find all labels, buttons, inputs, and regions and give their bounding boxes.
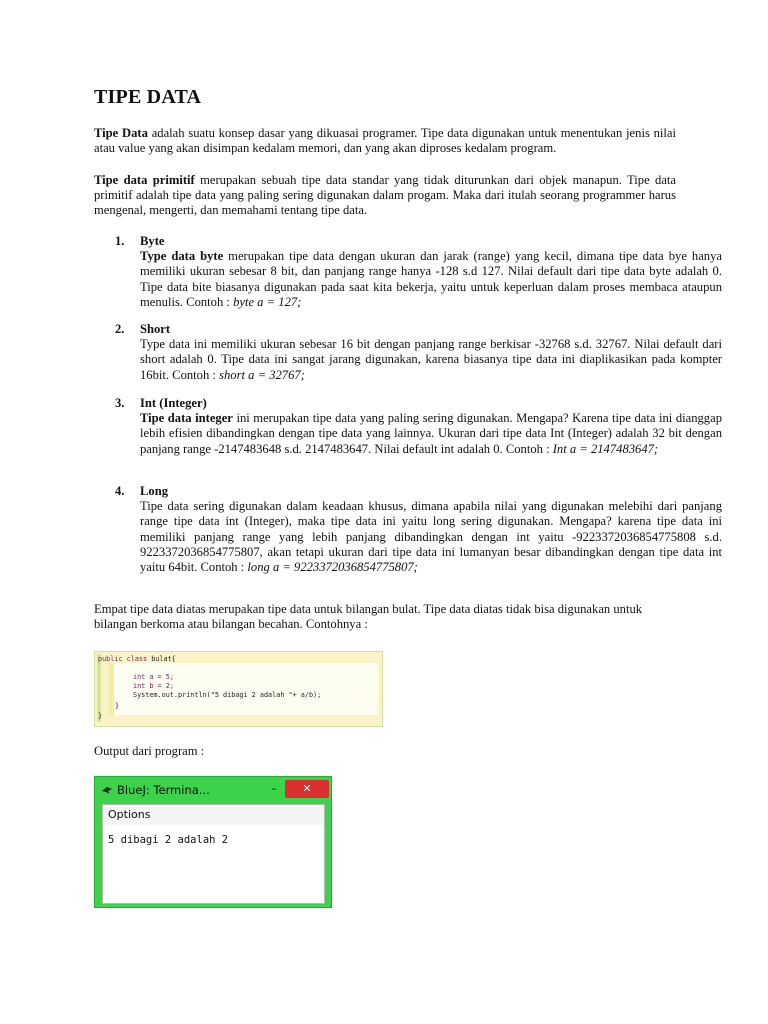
list-item-heading: Byte (140, 234, 165, 248)
options-menu[interactable]: Options (108, 808, 151, 821)
bluej-bird-icon (101, 785, 113, 795)
list-item-body: merupakan tipe data dengan ukuran dan jarak (range) yang kecil, dimana tipe data bye hanya memiliki ukuran sebesar 8 bit, dan panjang range hanya -128 s.d 127. Nilai default dari tipe data byte adalah 0. Tipe data bite biasanya digunakan pada saat kita bekerja, yaitu untuk keperluan dalam proses membaca ataupun menulis. Contoh : (140, 249, 722, 309)
list-item-heading: Long (140, 484, 168, 498)
list-item-example: long a = 9223372036854775807; (247, 560, 418, 575)
list-number: 2. (115, 322, 125, 336)
list-number: 4. (115, 484, 125, 498)
list-item-byte (94, 234, 722, 310)
list-item-text (140, 249, 722, 310)
list-item-body: ini merupakan tipe data yang paling sering digunakan. Mengapa? Karena tipe data ini dianggap lebih efisien dibandingkan dengan tipe data yang lainnya. Ukuran dari tipe data Int (Integer) adalah 32 bit dengan panjang range -2147483648 s.d. 2147483647. Nilai default int adalah 0. Contoh : (140, 411, 722, 456)
code-line: int a = 5; (133, 673, 174, 681)
intro-lead: Tipe Data (94, 126, 148, 140)
list-item-text (140, 499, 722, 575)
list-item-lead: Tipe data integer (140, 411, 233, 426)
list-item-example: Int a = 2147483647; (552, 441, 659, 456)
intro-paragraph (94, 126, 676, 156)
code-keyword: public class (98, 655, 148, 663)
terminal-menubar (102, 804, 325, 826)
terminal-output-text: 5 dibagi 2 adalah 2 (108, 834, 229, 846)
list-item-lead: Type data byte (140, 249, 224, 264)
output-label: Output dari program : (94, 744, 205, 758)
page-title: TIPE DATA (94, 86, 202, 108)
code-line: } (115, 702, 120, 710)
terminal-title: BlueJ: Termina... (117, 783, 210, 797)
list-item-long (94, 484, 722, 575)
primitive-paragraph (94, 173, 676, 219)
list-item-body: Type data ini memiliki ukuran sebesar 16 bit dengan panjang range berkisar -32768 s.d. 32767. Nilai default dari short adalah 0. Tipe data ini sangat jarang digunakan, karena biasanya tipe data ini diaplikasikan pada kompter 16bit. Contoh : (140, 337, 722, 382)
terminal-window (94, 776, 332, 908)
list-item-int (94, 396, 722, 457)
code-screenshot (94, 651, 383, 727)
list-item-short (94, 322, 722, 383)
list-item-example: byte a = 127; (233, 294, 302, 309)
list-item-heading: Short (140, 322, 171, 336)
minimize-button[interactable]: – (271, 782, 277, 795)
close-button[interactable]: ✕ (285, 780, 329, 798)
summary-paragraph: Empat tipe data diatas merupakan tipe data untuk bilangan bulat. Tipe data diatas tidak bisa digunakan untuk bilangan berkoma atau bilangan becahan. Contohnya : (94, 602, 643, 632)
terminal-output[interactable] (102, 825, 325, 904)
list-item-example: short a = 32767; (219, 367, 305, 382)
code-line: int b = 2; (133, 682, 174, 690)
list-item-text (140, 411, 722, 457)
list-item-text (140, 337, 722, 383)
terminal-titlebar[interactable] (95, 777, 331, 803)
code-line: } (98, 712, 103, 720)
list-number: 1. (115, 234, 125, 248)
code-line: System.out.println("5 dibagi 2 adalah "+ a/b); (133, 691, 322, 699)
list-number: 3. (115, 396, 125, 410)
intro-text: adalah suatu konsep dasar yang dikuasai programer. Tipe data digunakan untuk menentukan jenis nilai atau value yang akan disimpan kedalam memori, dan yang akan diproses kedalam program. (94, 126, 676, 156)
list-item-body: Tipe data sering digunakan dalam keadaan khusus, dimana apabila nilai yang digunakan melebihi dari panjang range tipe data int (Integer), maka tipe data ini yaitu long sering digunakan. Mengapa? karena tipe data ini memiliki panjang range yang lebih panjang dibandingkan dengan int yaitu -9223372036854775808 s.d. 9223372036854775807, akan tetapi ukuran dari tipe data ini lumanyan besar dibandingkan dengan tipe data int yaitu 64bit. Contoh : (140, 499, 722, 575)
code-text: bulat{ (147, 655, 176, 663)
primitive-lead: Tipe data primitif (94, 173, 195, 187)
primitive-text: merupakan sebuah tipe data standar yang tidak diturunkan dari objek manapun. Tipe data primitif adalah tipe data yang paling sering digunakan dalam progam. Maka dari itulah seorang programmer harus mengenal, mengerti, dan memahami tentang tipe data. (94, 173, 676, 218)
list-item-heading: Int (Integer) (140, 396, 207, 410)
